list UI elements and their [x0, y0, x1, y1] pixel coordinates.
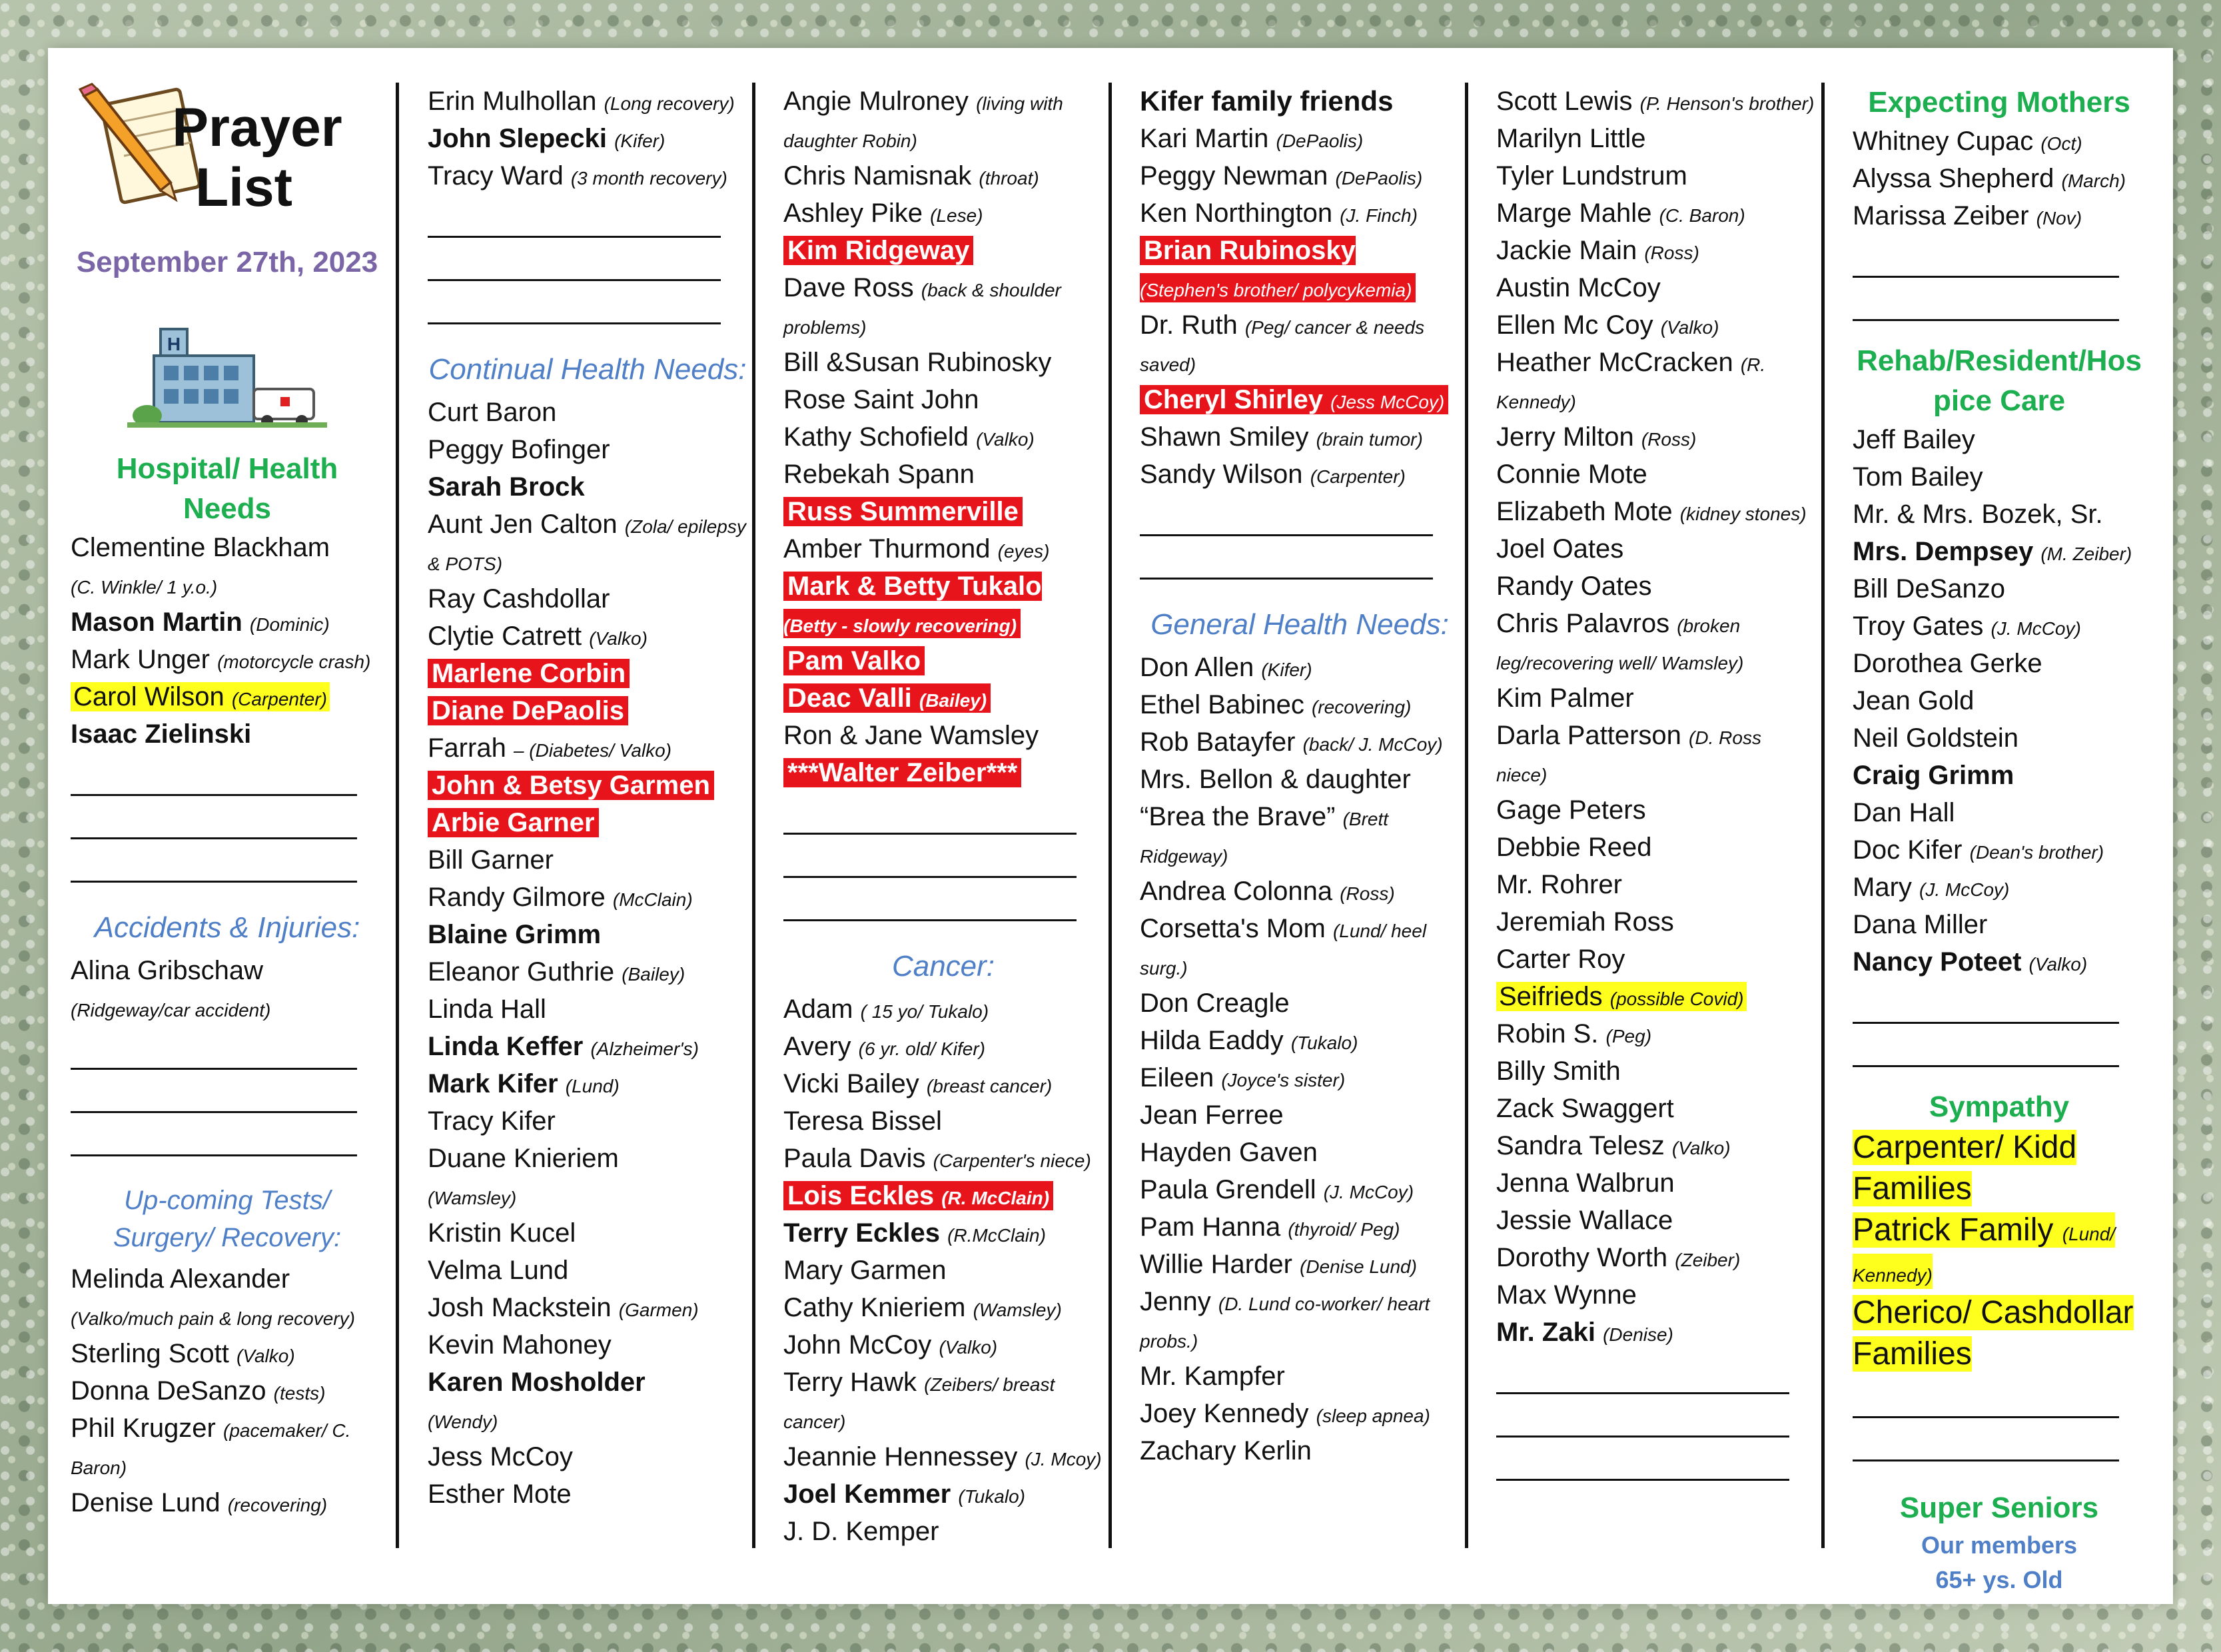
list-item: Angie Mulroney (living with daughter Robin): [783, 87, 1063, 151]
list-item: Doc Kifer (Dean's brother): [1853, 835, 2104, 865]
list-item: Clytie Catrett (Valko): [428, 621, 648, 651]
sympathy-list: [1853, 1127, 2146, 1375]
list-item: Randy Oates: [1496, 572, 1652, 601]
blank-line: [1853, 234, 2119, 278]
list-item: Aunt Jen Calton (Zola/ epilepsy & POTS): [428, 510, 746, 574]
list-item: Hayden Gaven: [1140, 1138, 1318, 1167]
list-item: Joey Kennedy (sleep apnea): [1140, 1399, 1430, 1428]
list-item: Alyssa Shepherd (March): [1853, 164, 2126, 193]
list-item: Dorothea Gerke: [1853, 649, 2042, 678]
list-item: Dorothy Worth (Zeiber): [1496, 1243, 1741, 1272]
general-list: [1140, 649, 1460, 1469]
list-item: Nancy Poteet (Valko): [1853, 947, 2088, 977]
blank-line: [1853, 1024, 2119, 1067]
list-item: “Brea the Brave” (Brett Ridgeway): [1140, 802, 1389, 867]
date-heading: September 27th, 2023: [76, 246, 378, 278]
rehab-list: [1853, 421, 2146, 981]
list-item: Mr. Kampfer: [1140, 1362, 1285, 1391]
list-item: Chris Palavros (broken leg/recovering well/ Wamsley): [1496, 609, 1744, 673]
list-item: Bill DeSanzo: [1853, 574, 2006, 604]
list-item: Scott Lewis (P. Henson's brother): [1496, 87, 1815, 116]
list-item: Kari Martin (DePaolis): [1140, 124, 1364, 153]
list-item: Dana Miller: [1853, 910, 1988, 939]
list-item: Marlene Corbin: [428, 655, 747, 692]
list-item: Hilda Eaddy (Tukalo): [1140, 1026, 1358, 1055]
column-1: [71, 83, 384, 1581]
list-item: Jean Ferree: [1140, 1100, 1284, 1130]
list-item: Peggy Bofinger: [428, 435, 610, 464]
list-item: Deac Valli (Bailey): [783, 679, 1103, 717]
list-item: Mr. & Mrs. Bozek, Sr.: [1853, 500, 2103, 529]
list-item: Billy Smith: [1496, 1056, 1621, 1086]
list-item: Corsetta's Mom (Lund/ heel surg.): [1140, 914, 1427, 979]
super-seniors-line2: 65+ ys. Old: [1935, 1566, 2063, 1593]
list-item: Jenna Walbrun: [1496, 1168, 1675, 1198]
list-item: Paula Davis (Carpenter's niece): [783, 1144, 1091, 1173]
blank-line: [71, 1070, 357, 1113]
blank-line: [1496, 1438, 1789, 1481]
list-item: Mr. Zaki (Denise): [1496, 1318, 1673, 1347]
list-item: Cherico/ Cashdollar Families: [1853, 1295, 2134, 1372]
cancer-list: [783, 991, 1103, 1550]
list-item: Dave Ross (back & shoulder problems): [783, 273, 1061, 338]
column-5: [1496, 83, 1816, 1581]
list-item: Chris Namisnak (throat): [783, 161, 1039, 191]
list-item: Troy Gates (J. McCoy): [1853, 612, 2081, 641]
list-item: John & Betsy Garmen: [428, 767, 747, 804]
list-item: Terry Eckles (R.McClain): [783, 1218, 1046, 1248]
list-item: Josh Mackstein (Garmen): [428, 1293, 699, 1322]
list-item: Dr. Ruth (Peg/ cancer & needs saved): [1140, 310, 1425, 375]
list-item: Jess McCoy: [428, 1442, 573, 1471]
list-item: Robin S. (Peg): [1496, 1019, 1652, 1048]
rehab-heading: Rehab/Resident/Hospice Care: [1857, 344, 2142, 417]
sympathy-heading: Sympathy: [1929, 1090, 2070, 1123]
blank-line: [71, 839, 357, 883]
list-item: Ashley Pike (Lese): [783, 199, 983, 228]
blank-line: [428, 238, 721, 281]
column-divider: [1109, 83, 1112, 1548]
list-item: Max Wynne: [1496, 1280, 1637, 1310]
list-item: Ray Cashdollar: [428, 584, 610, 614]
blank-line: [1853, 278, 2119, 321]
list-item: Melinda Alexander (Valko/much pain & long recovery): [71, 1264, 355, 1329]
column-divider: [1465, 83, 1468, 1548]
accidents-heading: Accidents & Injuries:: [94, 911, 360, 944]
list-item: Sandra Telesz (Valko): [1496, 1131, 1731, 1160]
list-item: Phil Krugzer (pacemaker/ C. Baron): [71, 1414, 351, 1478]
column-2: [428, 83, 747, 1581]
list-item: Jessie Wallace: [1496, 1206, 1673, 1235]
upcoming-heading: Up-coming Tests/ Surgery/ Recovery:: [113, 1186, 342, 1252]
list-item: Carter Roy: [1496, 945, 1625, 974]
list-item: Marissa Zeiber (Nov): [1853, 201, 2082, 230]
list-item: Vicki Bailey (breast cancer): [783, 1069, 1053, 1098]
list-item: ***Walter Zeiber***: [783, 754, 1103, 791]
list-item: Joel Oates: [1496, 534, 1624, 564]
blank-line: [1853, 1375, 2119, 1418]
list-item: Paula Grendell (J. McCoy): [1140, 1175, 1414, 1204]
list-item: John McCoy (Valko): [783, 1330, 998, 1360]
list-item: Jeff Bailey: [1853, 425, 1975, 454]
list-item: Kristin Kucel: [428, 1218, 576, 1248]
blank-line: [71, 753, 357, 796]
list-item: Terry Hawk (Zeibers/ breast cancer): [783, 1368, 1055, 1432]
list-item: Peggy Newman (DePaolis): [1140, 161, 1423, 191]
list-item: Arbie Garner: [428, 804, 747, 841]
list-item: Eleanor Guthrie (Bailey): [428, 957, 685, 987]
blank-line: [71, 1027, 357, 1070]
list-item: Donna DeSanzo (tests): [71, 1376, 326, 1406]
list-item: Don Allen (Kifer): [1140, 653, 1312, 682]
list-item: Carol Wilson (Carpenter): [71, 678, 384, 715]
list-item: Austin McCoy: [1496, 273, 1661, 302]
list-item: Tracy Ward (3 month recovery): [428, 161, 727, 191]
general-heading: General Health Needs:: [1150, 608, 1449, 641]
list-item: Ken Northington (J. Finch): [1140, 199, 1418, 228]
super-seniors-heading: Super Seniors: [1899, 1491, 2099, 1524]
list-item: Craig Grimm: [1853, 761, 2014, 790]
list-item: Kathy Schofield (Valko): [783, 422, 1035, 452]
list-item: Amber Thurmond (eyes): [783, 534, 1050, 564]
list-item: Linda Keffer (Alzheimer's): [428, 1032, 699, 1061]
blank-line: [783, 791, 1077, 835]
list-item: Ron & Jane Wamsley: [783, 721, 1039, 750]
list-item: Mary Garmen: [783, 1256, 947, 1285]
list-item: Mason Martin (Dominic): [71, 608, 330, 637]
list-item: Connie Mote: [1496, 460, 1647, 489]
list-item: Kim Palmer: [1496, 683, 1634, 713]
list-item: Ethel Babinec (recovering): [1140, 690, 1412, 719]
list-item: Farrah – (Diabetes/ Valko): [428, 733, 672, 763]
list-item: Tracy Kifer: [428, 1106, 556, 1136]
list-item: Mary (J. McCoy): [1853, 873, 2010, 902]
blank-line: [783, 878, 1077, 921]
super-seniors-line1: Our members: [1921, 1531, 2078, 1559]
list-item: Jeannie Hennessey (J. Mcoy): [783, 1442, 1102, 1471]
list-item: Don Creagle: [1140, 989, 1290, 1018]
list-item: Bill &Susan Rubinosky: [783, 348, 1052, 377]
list-item: Teresa Bissel: [783, 1106, 942, 1136]
list-item: Pam Valko: [783, 642, 1103, 679]
list-item: Mark & Betty Tukalo (Betty - slowly recovering): [783, 568, 1103, 642]
continual-list-cont: [783, 83, 1103, 791]
list-item: Ellen Mc Coy (Valko): [1496, 310, 1719, 340]
list-item: John Slepecki (Kifer): [428, 124, 666, 153]
hospital-icon: [71, 316, 384, 429]
list-item: Russ Summerville: [783, 493, 1103, 530]
list-item: Curt Baron: [428, 398, 557, 427]
column-divider: [1821, 83, 1825, 1548]
list-item: Esther Mote: [428, 1479, 572, 1509]
list-item: Diane DePaolis: [428, 692, 747, 729]
list-item: Sterling Scott (Valko): [71, 1339, 295, 1368]
list-item: Kim Ridgeway: [783, 232, 1103, 269]
list-item: Velma Lund: [428, 1256, 569, 1285]
list-item: Blaine Grimm: [428, 920, 602, 949]
continual-heading: Continual Health Needs:: [428, 353, 747, 386]
list-item: Duane Knieriem (Wamsley): [428, 1144, 619, 1208]
svg-text:H: H: [167, 334, 181, 354]
prayer-list-logo: [71, 83, 384, 222]
column-divider: [396, 83, 399, 1548]
svg-text:List: List: [195, 157, 292, 218]
blank-line: [1140, 493, 1433, 536]
list-item: Randy Gilmore (McClain): [428, 883, 693, 912]
list-item: Dan Hall: [1853, 798, 1955, 827]
list-item: Patrick Family (Lund/ Kennedy): [1853, 1210, 2146, 1292]
kifer-list: [1140, 120, 1460, 493]
list-item: Erin Mulhollan (Long recovery): [428, 87, 735, 116]
list-item: Rose Saint John: [783, 385, 979, 414]
list-item: Jerry Milton (Ross): [1496, 422, 1697, 452]
list-item: Denise Lund (recovering): [71, 1488, 328, 1517]
kifer-heading: Kifer family friends: [1140, 85, 1394, 117]
continual-list: [428, 394, 747, 1513]
list-item: Tyler Lundstrum: [1496, 161, 1687, 191]
list-item: Willie Harder (Denise Lund): [1140, 1250, 1417, 1279]
hospital-heading: Hospital/ Health Needs: [116, 452, 338, 525]
list-item: Neil Goldstein: [1853, 723, 2019, 753]
list-item: Joel Kemmer (Tukalo): [783, 1479, 1025, 1509]
svg-text:Prayer: Prayer: [172, 97, 342, 158]
list-item: Brian Rubinosky (Stephen's brother/ polycykemia): [1140, 232, 1460, 306]
list-item: Cheryl Shirley (Jess McCoy): [1140, 381, 1460, 418]
list-item: Jenny (D. Lund co-worker/ heart probs.): [1140, 1287, 1430, 1352]
list-item: Whitney Cupac (Oct): [1853, 127, 2082, 156]
list-item: Seifrieds (possible Covid): [1496, 978, 1816, 1015]
list-item: Jackie Main (Ross): [1496, 236, 1699, 265]
list-item: Mrs. Bellon & daughter: [1140, 765, 1411, 794]
list-item: Alina Gribschaw (Ridgeway/car accident): [71, 956, 271, 1021]
list-item: Zachary Kerlin: [1140, 1436, 1312, 1465]
blank-line: [1496, 1394, 1789, 1438]
list-item: Mark Unger (motorcycle crash): [71, 645, 371, 674]
list-item: Mark Kifer (Lund): [428, 1069, 620, 1098]
prayer-list-sheet: [51, 51, 2170, 1601]
column-3: [783, 83, 1103, 1581]
hospital-list: [71, 529, 384, 753]
blank-line: [783, 835, 1077, 878]
list-item: Mr. Rohrer: [1496, 870, 1622, 899]
cancer-heading: Cancer:: [891, 950, 995, 983]
column-4: [1140, 83, 1460, 1581]
list-item: Tom Bailey: [1853, 462, 1983, 492]
notepad-pencil-icon: [71, 83, 384, 222]
list-item: Rob Batayfer (back/ J. McCoy): [1140, 727, 1443, 757]
list-item: Andrea Colonna (Ross): [1140, 877, 1395, 906]
column-6: [1853, 83, 2146, 1593]
list-item: Linda Hall: [428, 995, 546, 1024]
column-divider: [752, 83, 755, 1548]
blank-line: [1496, 1351, 1789, 1394]
blank-line: [1853, 1418, 2119, 1461]
list-item: Debbie Reed: [1496, 833, 1652, 862]
list-item: Shawn Smiley (brain tumor): [1140, 422, 1423, 452]
blank-line: [428, 281, 721, 324]
list-item: Rebekah Spann: [783, 460, 975, 489]
list-item: Adam ( 15 yo/ Tukalo): [783, 995, 989, 1024]
list-item: Lois Eckles (R. McClain): [783, 1177, 1103, 1214]
list-item: Avery (6 yr. old/ Kifer): [783, 1032, 985, 1061]
list-item: Zack Swaggert: [1496, 1094, 1674, 1123]
list-item: Cathy Knieriem (Wamsley): [783, 1293, 1062, 1322]
list-item: Isaac Zielinski: [71, 719, 252, 749]
list-item: Clementine Blackham (C. Winkle/ 1 y.o.): [71, 533, 330, 598]
list-item: Sandy Wilson (Carpenter): [1140, 460, 1406, 489]
list-item: J. D. Kemper: [783, 1517, 939, 1546]
list-item: Marilyn Little: [1496, 124, 1646, 153]
list-item: Carpenter/ Kidd Families: [1853, 1130, 2077, 1206]
list-item: Jeremiah Ross: [1496, 907, 1674, 937]
list-item: Mrs. Dempsey (M. Zeiber): [1853, 537, 2132, 566]
list-item: Heather McCracken (R. Kennedy): [1496, 348, 1766, 412]
blank-line: [428, 195, 721, 238]
list-item: Pam Hanna (thyroid/ Peg): [1140, 1212, 1400, 1242]
list-item: Jean Gold: [1853, 686, 1975, 715]
list-item: Marge Mahle (C. Baron): [1496, 199, 1745, 228]
blank-line: [1853, 981, 2119, 1024]
list-item: Karen Mosholder (Wendy): [428, 1368, 646, 1432]
general-list-cont: [1496, 83, 1816, 1351]
list-item: Elizabeth Mote (kidney stones): [1496, 497, 1807, 526]
list-item: Darla Patterson (D. Ross niece): [1496, 721, 1761, 785]
expecting-heading: Expecting Mothers: [1868, 86, 2130, 119]
list-item: Kevin Mahoney: [428, 1330, 612, 1360]
list-item: Sarah Brock: [428, 472, 585, 502]
list-item: Bill Garner: [428, 845, 554, 875]
list-item: Eileen (Joyce's sister): [1140, 1063, 1346, 1092]
blank-line: [71, 796, 357, 839]
list-item: Gage Peters: [1496, 795, 1646, 825]
blank-line: [71, 1113, 357, 1156]
blank-line: [1140, 536, 1433, 580]
